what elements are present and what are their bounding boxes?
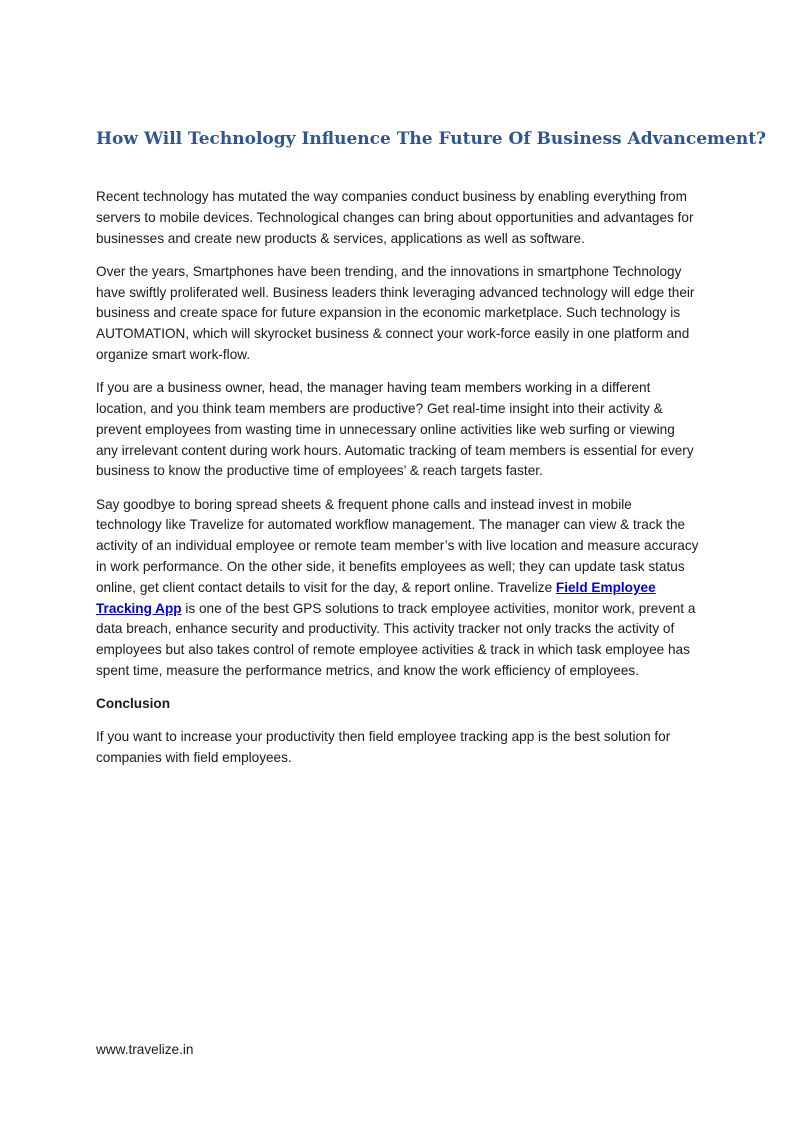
paragraph-conclusion: If you want to increase your productivity then field employee tracking app is the best solution for companies with field employees. (96, 729, 671, 766)
document-body (96, 187, 700, 781)
paragraph-travelize-text-after: is one of the best GPS solutions to track employee activities, monitor work, prevent a data breach, enhance security and productivity. This activity tracker not only tracks the activity of employees but also takes control of remote employee activities & track in which task employee has spent time, measure the performance metrics, and know the work efficiency of employees. (96, 600, 696, 678)
paragraph-travelize-text-before: Say goodbye to boring spread sheets & frequent phone calls and instead invest in mobile technology like Travelize for automated workflow management. The manager can view & track the activity of an individual employee or remote team member’s with live location and measure accuracy in work performance. On the other side, it benefits employees as well; they can update task status online, get client contact details to visit for the day, & report online. Travelize (96, 496, 699, 595)
paragraph-smartphones: Over the years, Smartphones have been trending, and the innovations in smartphone Technology have swiftly proliferated well. Business leaders think leveraging advanced technology will edge their business and create space for future expansion in the economic marketplace. Such technology is AUTOMATION, which will skyrocket business & connect your work-force easily in one platform and organize smart work-flow. (96, 263, 695, 362)
footer-url: www.travelize.in (96, 1042, 194, 1057)
document-title: How Will Technology Influence The Future Of Business Advancement? (96, 129, 767, 149)
conclusion-heading: Conclusion (96, 696, 171, 712)
paragraph-team-tracking: If you are a business owner, head, the manager having team members working in a different location, and you think team members are productive? Get real-time insight into their activity & prevent employees from wasting time in unnecessary online activities like web surfing or viewing any irrelevant content during work hours. Automatic tracking of team members is essential for every business to know the productive time of employees’ & reach targets faster. (96, 380, 694, 479)
paragraph-intro: Recent technology has mutated the way companies conduct business by enabling everything from servers to mobile devices. Technological changes can bring about opportunities and advantages for businesses and create new products & services, applications as well as software. (96, 189, 694, 246)
paragraph-travelize (96, 495, 700, 682)
field-employee-tracking-app-link[interactable]: Field Employee Tracking App (96, 579, 656, 616)
